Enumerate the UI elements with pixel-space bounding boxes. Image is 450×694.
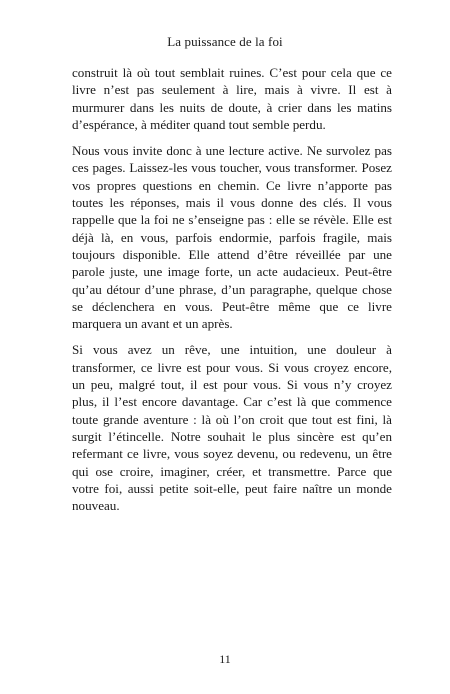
page-body xyxy=(72,64,392,523)
paragraph: construit là où tout semblait ruines. C’est pour cela que ce livre n’est pas seulement à lire, mais à vivre. Il est à murmurer dans les nuits de doute, à crier dans les matins d’espérance, à méditer quand tout semble perdu. xyxy=(72,65,392,132)
paragraph: Nous vous invite donc à une lecture active. Ne survolez pas ces pages. Laissez-les vous toucher, vous transformer. Posez vos propres questions en chemin. Ce livre n’apporte pas toutes les réponses, mais il vous donne des clés. Il vous rappelle que la foi ne s’enseigne pas : elle se révèle. Elle est déjà là, en vous, parfois endormie, parfois fragile, mais toujours disponible. Elle attend d’être réveillée par une parole juste, une image forte, un acte audacieux. Peut-être qu’au détour d’une phrase, d’un paragraphe, quelque chose se déclenchera en vous. Peut-être même que ce livre marquera un avant et un après. xyxy=(72,143,392,332)
running-header: La puissance de la foi xyxy=(167,34,283,49)
paragraph: Si vous avez un rêve, une intuition, une douleur à transformer, ce livre est pour vous. Si vous croyez encore, un peu, malgré tout, il est pour vous. Si vous n’y croyez plus, il l’est encore davantage. Car c’est là que commence toute grande aventure : là où l’on croit que tout est fini, là surgit l’étincelle. Notre souhait le plus sincère est qu’en refermant ce livre, vous soyez devenu, ou redevenu, un être qui ose croire, imaginer, créer, et transmettre. Parce que votre foi, aussi petite soit-elle, peut faire naître un monde nouveau. xyxy=(72,342,392,514)
page-number: 11 xyxy=(219,652,231,666)
